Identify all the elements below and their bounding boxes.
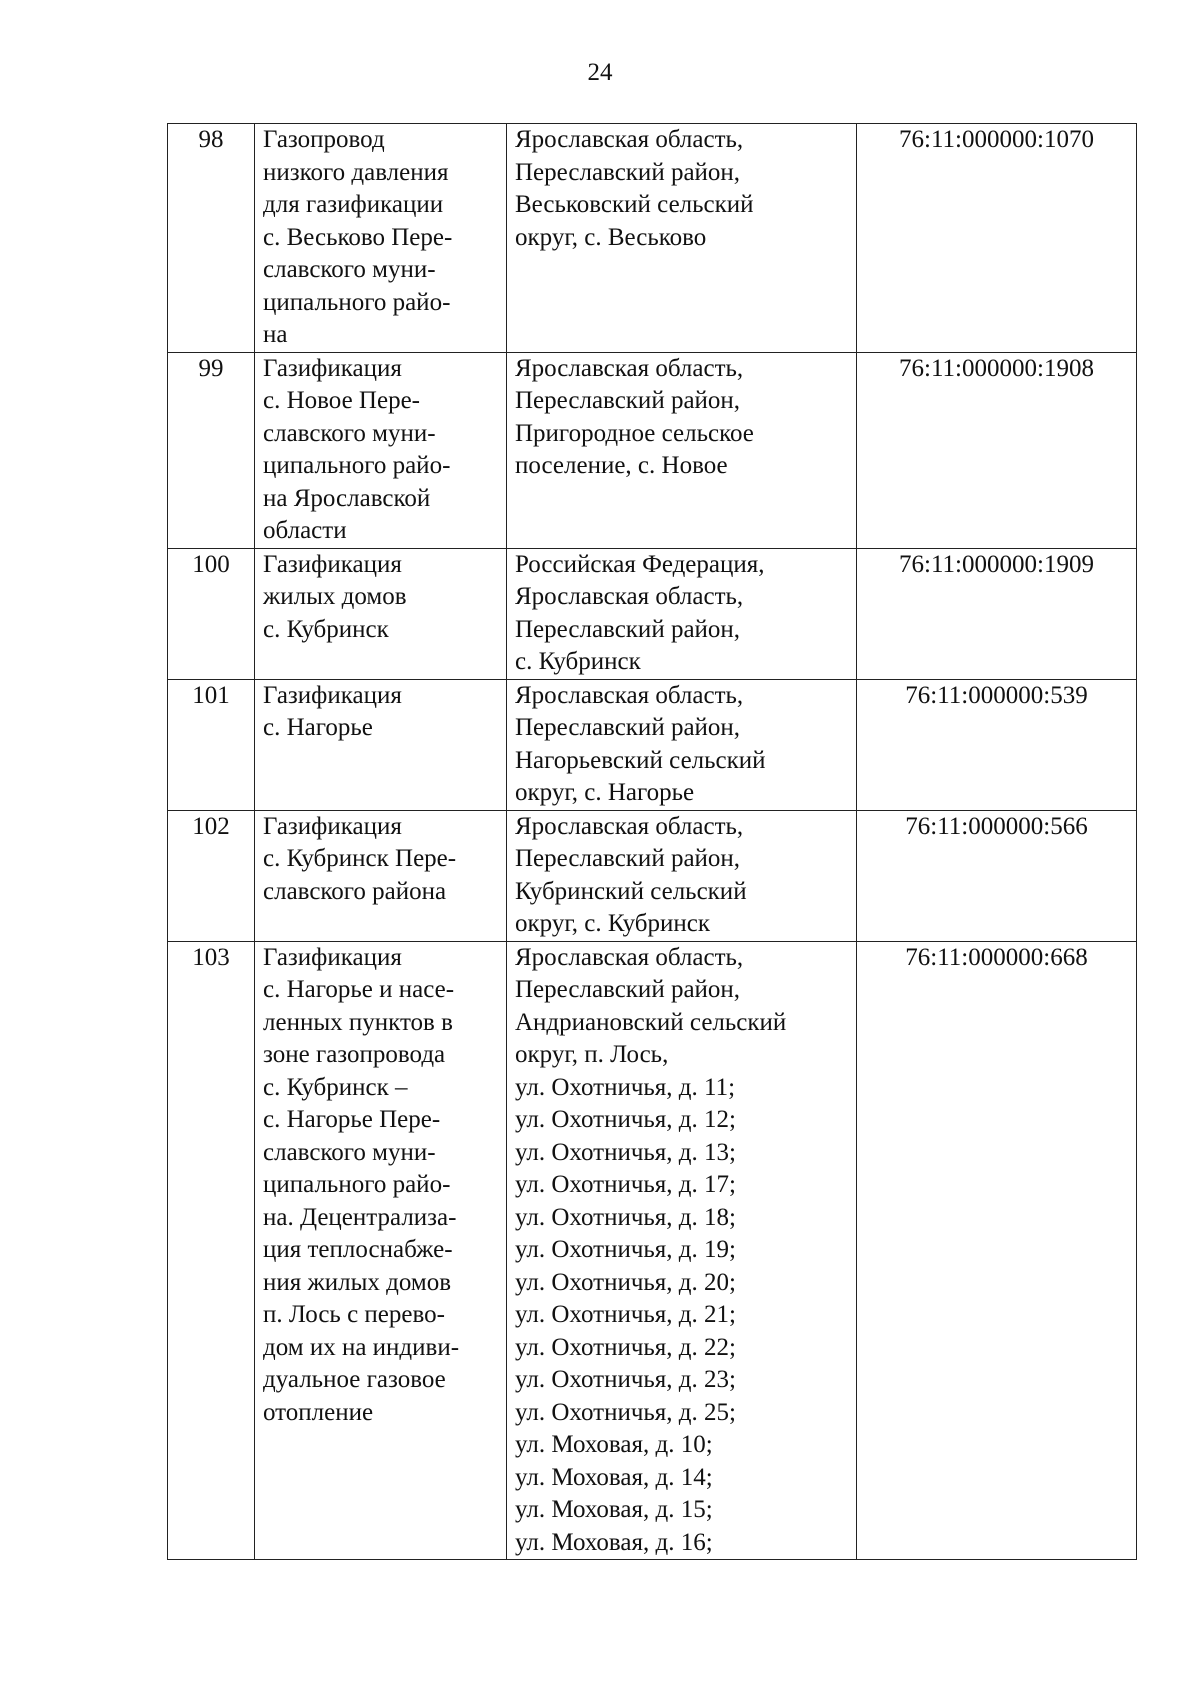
address-line: Пригородное сельское <box>515 419 754 447</box>
address-line: Ярославская область, <box>515 583 744 610</box>
address-line: Переславский район, <box>515 714 741 741</box>
object-name-line: дом их на индиви- <box>263 1333 460 1361</box>
object-name-line: области <box>263 517 347 544</box>
address-line: Переславский район, <box>515 976 741 1003</box>
address-line: ул. Моховая, д. 15; <box>515 1496 713 1523</box>
address-line: ул. Охотничья, д. 22; <box>515 1333 736 1361</box>
object-name-line: отопление <box>263 1398 374 1426</box>
object-name-line: п. Лось с перево- <box>263 1301 445 1328</box>
address-line: ул. Моховая, д. 10; <box>515 1431 713 1458</box>
object-name-line: с. Нагорье <box>263 714 373 741</box>
address-line: ул. Охотничья, д. 23; <box>515 1366 736 1393</box>
address-line: округ, с. Нагорье <box>515 779 695 806</box>
object-name-line: ния жилых домов <box>263 1268 452 1296</box>
object-name-line: Газификация <box>263 354 402 382</box>
object-name-line: дуальное газовое <box>263 1366 446 1393</box>
address-line: Ярославская область, <box>515 681 744 709</box>
object-name-line: славского муни- <box>263 1138 436 1166</box>
row-number: 98 <box>168 124 255 353</box>
object-name-line: ленных пунктов в <box>263 1008 453 1036</box>
address-line: Переславский район, <box>515 845 741 872</box>
address-line: с. Кубринск <box>515 648 641 675</box>
table-body <box>168 124 1137 1560</box>
address-line: ул. Моховая, д. 16; <box>515 1528 713 1556</box>
object-name-line: с. Веськово Пере- <box>263 223 453 251</box>
object-name-line: с. Нагорье и насе- <box>263 976 455 1003</box>
object-name-line: низкого давления <box>263 158 449 186</box>
page-number: 24 <box>587 59 613 86</box>
object-name-line: с. Кубринск – <box>263 1073 408 1101</box>
address-line: ул. Охотничья, д. 21; <box>515 1301 736 1328</box>
object-name-line: ция теплоснабже- <box>263 1236 453 1263</box>
address-line: ул. Охотничья, д. 18; <box>515 1203 736 1231</box>
address-line: ул. Моховая, д. 14; <box>515 1463 713 1491</box>
address-line: ул. Охотничья, д. 12; <box>515 1106 736 1133</box>
cadastral-number: 76:11:000000:1070 <box>857 124 1137 353</box>
address-line: ул. Охотничья, д. 25; <box>515 1398 736 1426</box>
row-number: 101 <box>168 679 255 810</box>
object-name-line: жилых домов <box>263 583 407 610</box>
object-name-cell <box>255 941 507 1560</box>
object-name-cell <box>255 352 507 548</box>
address-line: Нагорьевский сельский <box>515 746 766 774</box>
object-name-cell <box>255 810 507 941</box>
address-line: Веськовский сельский <box>515 191 754 218</box>
object-name-line: славского муни- <box>263 419 436 447</box>
row-number: 99 <box>168 352 255 548</box>
object-name-line: для газификации <box>263 191 444 218</box>
address-line: поселение, с. Новое <box>515 452 728 479</box>
object-name-cell <box>255 124 507 353</box>
cadastral-number: 76:11:000000:566 <box>857 810 1137 941</box>
address-cell <box>507 548 857 679</box>
address-line: округ, с. Кубринск <box>515 910 711 937</box>
object-name-line: на <box>263 321 288 348</box>
object-name-line: славского муни- <box>263 256 436 283</box>
object-name-line: ципального райо- <box>263 1171 451 1198</box>
address-line: округ, с. Веськово <box>515 223 707 251</box>
address-line: ул. Охотничья, д. 11; <box>515 1073 736 1101</box>
object-name-line: славского района <box>263 877 447 905</box>
address-line: Кубринский сельский <box>515 877 747 905</box>
object-name-line: ципального райо- <box>263 288 451 316</box>
address-line: Переславский район, <box>515 387 741 414</box>
address-line: Ярославская область, <box>515 943 744 971</box>
table-row <box>168 679 1137 810</box>
registry-table <box>167 123 1137 1560</box>
address-line: Переславский район, <box>515 158 741 186</box>
object-name-line: на Ярославской <box>263 484 431 512</box>
address-line: Российская Федерация, <box>515 550 765 578</box>
table-row <box>168 810 1137 941</box>
table-row <box>168 941 1137 1560</box>
address-line: Андриановский сельский <box>515 1008 787 1036</box>
object-name-line: с. Нагорье Пере- <box>263 1106 441 1133</box>
address-line: Ярославская область, <box>515 354 744 382</box>
object-name-line: Газификация <box>263 550 402 578</box>
object-name-line: с. Кубринск <box>263 615 389 643</box>
object-name-line: с. Новое Пере- <box>263 387 421 414</box>
address-cell <box>507 352 857 548</box>
address-line: ул. Охотничья, д. 20; <box>515 1268 736 1296</box>
address-line: Ярославская область, <box>515 812 744 840</box>
address-line: Переславский район, <box>515 615 741 643</box>
address-line: округ, п. Лось, <box>515 1041 669 1068</box>
address-line: Ярославская область, <box>515 126 744 153</box>
cadastral-number: 76:11:000000:1909 <box>857 548 1137 679</box>
cadastral-number: 76:11:000000:1908 <box>857 352 1137 548</box>
object-name-line: Газификация <box>263 812 402 840</box>
address-cell <box>507 941 857 1560</box>
table-row <box>168 548 1137 679</box>
object-name-cell <box>255 548 507 679</box>
row-number: 100 <box>168 548 255 679</box>
object-name-line: зоне газопровода <box>263 1041 446 1068</box>
row-number: 103 <box>168 941 255 1560</box>
object-name-line: Газификация <box>263 943 402 971</box>
object-name-line: на. Децентрализа- <box>263 1203 457 1231</box>
address-line: ул. Охотничья, д. 13; <box>515 1138 736 1166</box>
row-number: 102 <box>168 810 255 941</box>
object-name-line: Газификация <box>263 681 402 709</box>
object-name-line: с. Кубринск Пере- <box>263 845 457 872</box>
table-row <box>168 352 1137 548</box>
address-cell <box>507 124 857 353</box>
address-cell <box>507 679 857 810</box>
table-row <box>168 124 1137 353</box>
object-name-line: ципального райо- <box>263 452 451 479</box>
object-name-line: Газопровод <box>263 126 385 153</box>
address-cell <box>507 810 857 941</box>
address-line: ул. Охотничья, д. 17; <box>515 1171 736 1198</box>
cadastral-number: 76:11:000000:539 <box>857 679 1137 810</box>
cadastral-number: 76:11:000000:668 <box>857 941 1137 1560</box>
object-name-cell <box>255 679 507 810</box>
address-line: ул. Охотничья, д. 19; <box>515 1236 736 1263</box>
